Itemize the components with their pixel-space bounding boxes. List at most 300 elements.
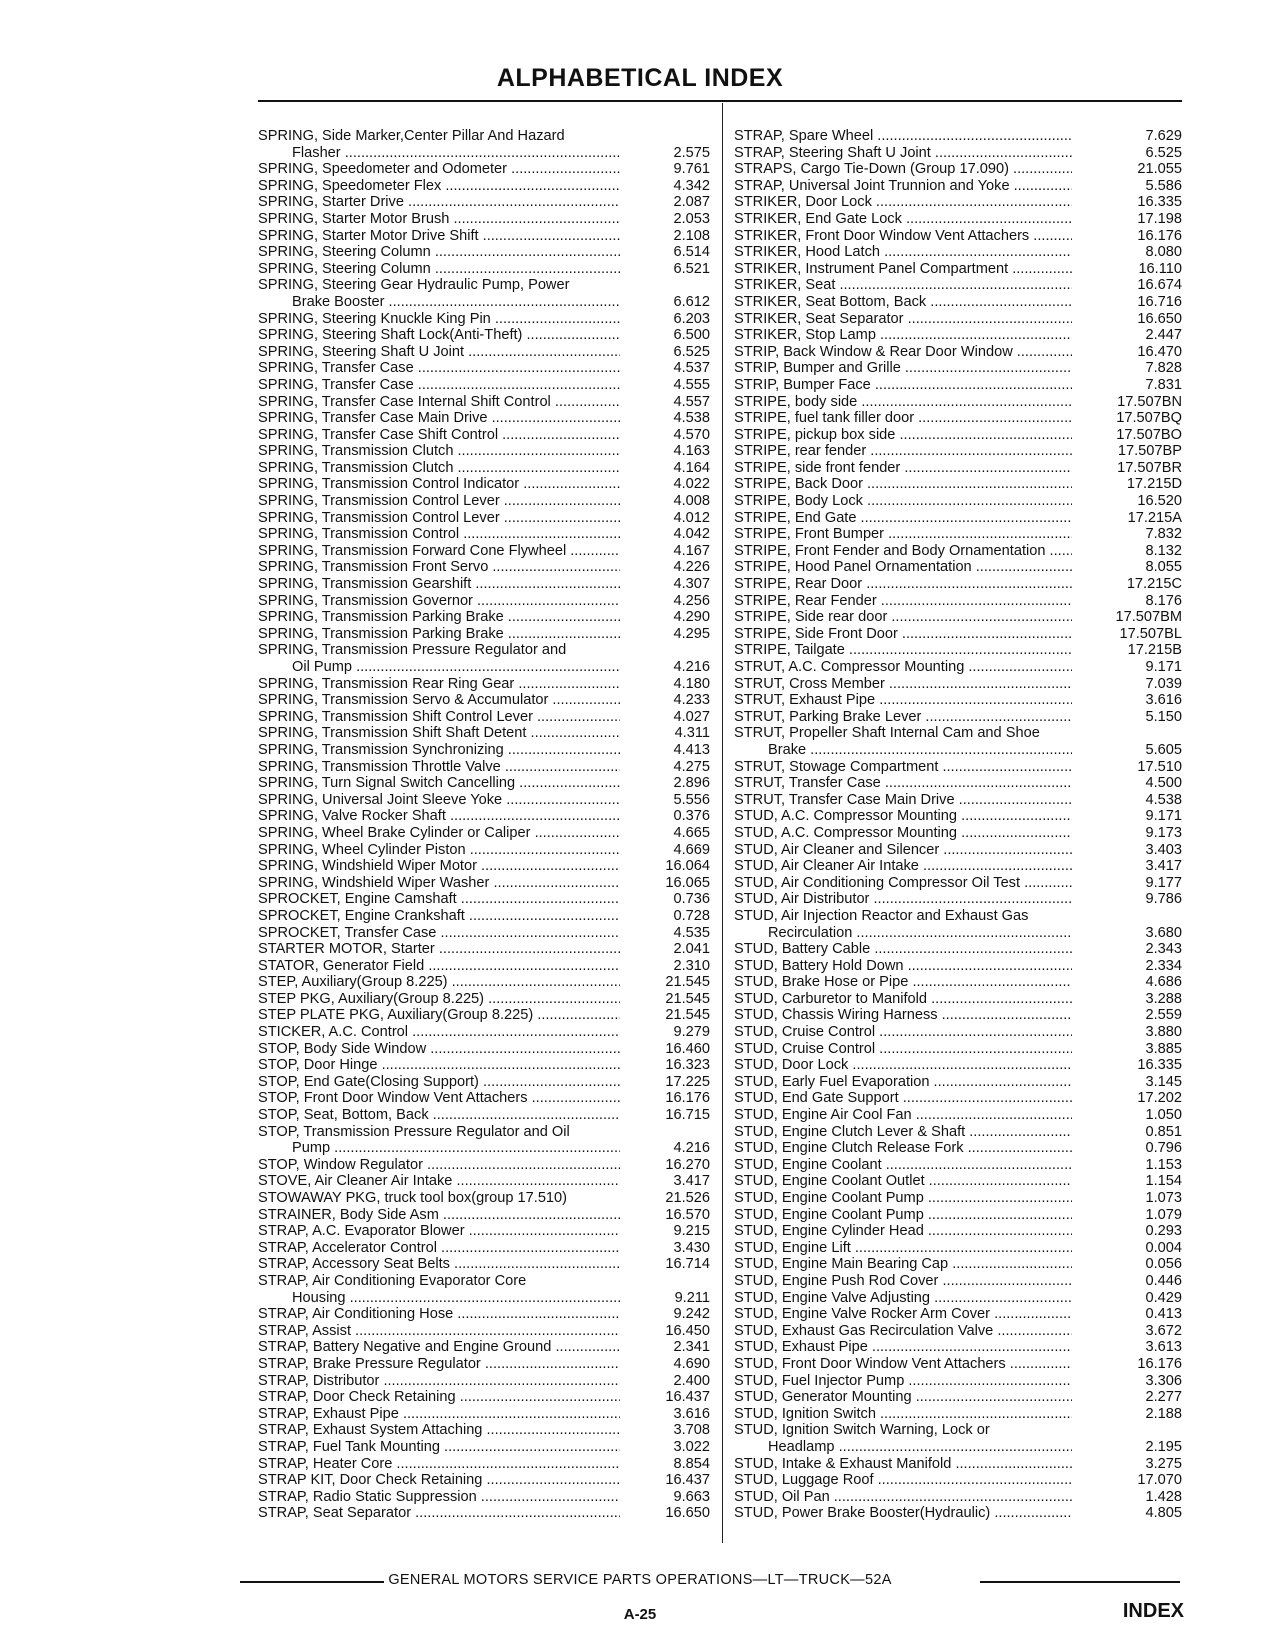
entry-label: STRAP, Air Conditioning Evaporator Core bbox=[258, 1272, 527, 1289]
index-entry bbox=[734, 360, 1182, 377]
entry-page-ref: 17.507BP bbox=[1117, 443, 1182, 460]
entry-page-ref: 17.215A bbox=[1127, 509, 1182, 526]
entry-page-ref: 4.537 bbox=[673, 360, 710, 377]
entry-page-ref: 16.110 bbox=[1138, 260, 1182, 277]
index-entry bbox=[734, 891, 1182, 908]
entry-page-ref: 4.805 bbox=[1145, 1505, 1182, 1522]
entry-label: STRAP, Accelerator Control ..... bbox=[258, 1240, 620, 1257]
entry-page-ref: 5.605 bbox=[1145, 741, 1182, 758]
index-entry bbox=[258, 825, 716, 842]
index-entry bbox=[734, 941, 1182, 958]
entry-page-ref: 4.042 bbox=[673, 526, 710, 543]
entry-page-ref: 16.176 bbox=[1137, 1355, 1182, 1372]
entry-label: STRIPE, side front fender ..... bbox=[734, 460, 1072, 477]
entry-page-ref: 17.215D bbox=[1126, 476, 1182, 493]
entry-page-ref: 4.233 bbox=[673, 692, 710, 709]
entry-label: STRIKER, Instrument Panel Compartment ..... bbox=[734, 261, 1072, 278]
entry-label: STRIKER, Seat Bottom, Back ..... bbox=[734, 294, 1072, 311]
entry-label: Flasher ..... bbox=[292, 145, 620, 162]
entry-page-ref: 9.215 bbox=[673, 1223, 710, 1240]
entry-label: STRAP, Heater Core ..... bbox=[258, 1456, 620, 1473]
entry-label: STRAP, Distributor ..... bbox=[258, 1373, 620, 1390]
entry-page-ref: 2.108 bbox=[673, 227, 710, 244]
entry-page-ref: 9.173 bbox=[1145, 824, 1182, 841]
index-entry bbox=[734, 526, 1182, 543]
index-entry bbox=[734, 991, 1182, 1008]
index-entry bbox=[734, 1256, 1182, 1273]
index-entry bbox=[734, 1422, 1182, 1439]
index-entry bbox=[258, 1339, 716, 1356]
index-entry bbox=[734, 759, 1182, 776]
entry-label: STOP, Window Regulator ..... bbox=[258, 1157, 620, 1174]
entry-label: STUD, Engine Valve Adjusting ..... bbox=[734, 1290, 1072, 1307]
index-entry bbox=[734, 692, 1182, 709]
index-entry bbox=[258, 410, 716, 427]
page-number: A-25 bbox=[623, 1606, 657, 1623]
index-entry bbox=[258, 360, 716, 377]
entry-page-ref: 1.428 bbox=[1145, 1488, 1182, 1505]
entry-label: SPRING, Transmission Shift Control Lever ..... bbox=[258, 709, 620, 726]
index-entry bbox=[734, 1207, 1182, 1224]
entry-label: STUD, Exhaust Pipe ..... bbox=[734, 1339, 1072, 1356]
index-entry bbox=[258, 1389, 716, 1406]
index-entry bbox=[258, 1124, 716, 1141]
entry-page-ref: 2.400 bbox=[673, 1372, 710, 1389]
entry-page-ref: 6.500 bbox=[673, 327, 710, 344]
entry-label: SPRING, Speedometer Flex ..... bbox=[258, 178, 620, 195]
entry-page-ref: 9.242 bbox=[673, 1306, 710, 1323]
entry-label: STRUT, Exhaust Pipe ..... bbox=[734, 692, 1072, 709]
index-entry bbox=[258, 692, 716, 709]
entry-page-ref: 9.279 bbox=[673, 1024, 710, 1041]
index-entry bbox=[258, 1207, 716, 1224]
index-entry bbox=[734, 1173, 1182, 1190]
index-entry bbox=[734, 593, 1182, 610]
entry-label: STUD, A.C. Compressor Mounting ..... bbox=[734, 825, 1072, 842]
entry-label: SPRING, Steering Knuckle King Pin ..... bbox=[258, 311, 620, 328]
entry-page-ref: 17.215B bbox=[1127, 642, 1182, 659]
entry-label: Pump ..... bbox=[292, 1140, 620, 1157]
entry-label: Headlamp ..... bbox=[768, 1439, 1072, 1456]
entry-label: SPRING, Transmission Governor ..... bbox=[258, 593, 620, 610]
index-entry bbox=[734, 1024, 1182, 1041]
index-entry bbox=[258, 277, 716, 294]
entry-label: STRAP KIT, Door Check Retaining ..... bbox=[258, 1472, 620, 1489]
index-entry bbox=[734, 576, 1182, 593]
index-entry bbox=[258, 1489, 716, 1506]
entry-label: STUD, Engine Valve Rocker Arm Cover ..... bbox=[734, 1306, 1072, 1323]
entry-page-ref: 2.447 bbox=[1145, 327, 1182, 344]
entry-label: SPRING, Transmission Servo & Accumulator ..... bbox=[258, 692, 620, 709]
index-entry bbox=[734, 476, 1182, 493]
index-entry bbox=[734, 1373, 1182, 1390]
index-entry bbox=[734, 875, 1182, 892]
entry-label: SPRING, Wheel Cylinder Piston ..... bbox=[258, 842, 620, 859]
index-entry bbox=[734, 725, 1182, 742]
index-entry bbox=[734, 410, 1182, 427]
entry-page-ref: 9.786 bbox=[1145, 891, 1182, 908]
index-entry bbox=[258, 1306, 716, 1323]
entry-label: Housing ..... bbox=[292, 1290, 620, 1307]
entry-page-ref: 4.012 bbox=[673, 509, 710, 526]
entry-page-ref: 4.022 bbox=[673, 476, 710, 493]
entry-label: STRAP, Fuel Tank Mounting ..... bbox=[258, 1439, 620, 1456]
entry-page-ref: 16.650 bbox=[665, 1505, 710, 1522]
entry-label: STOWAWAY PKG, truck tool box(group 17.510) bbox=[258, 1190, 568, 1206]
entry-label: SPRING, Steering Column ..... bbox=[258, 261, 620, 278]
entry-page-ref: 4.290 bbox=[673, 609, 710, 626]
entry-label: STUD, Ignition Switch Warning, Lock or bbox=[734, 1422, 990, 1439]
entry-label: STRIPE, Front Bumper ..... bbox=[734, 526, 1072, 543]
entry-label: STRIPE, Tailgate ..... bbox=[734, 642, 1072, 659]
entry-label: SPRING, Transmission Clutch ..... bbox=[258, 460, 620, 477]
entry-page-ref: 3.145 bbox=[1145, 1073, 1182, 1090]
index-entry bbox=[258, 1290, 716, 1307]
entry-label: SPRING, Transfer Case Internal Shift Control ..... bbox=[258, 394, 620, 411]
entry-label: SPRING, Transmission Shift Shaft Detent ..... bbox=[258, 725, 620, 742]
entry-page-ref: 4.226 bbox=[673, 559, 710, 576]
index-entry bbox=[258, 609, 716, 626]
entry-page-ref: 0.429 bbox=[1145, 1289, 1182, 1306]
index-entry bbox=[734, 925, 1182, 942]
entry-page-ref: 17.507BM bbox=[1115, 609, 1182, 626]
entry-label: STOP, End Gate(Closing Support) ..... bbox=[258, 1074, 620, 1091]
entry-label: STUD, Luggage Roof ..... bbox=[734, 1472, 1072, 1489]
entry-page-ref: 9.171 bbox=[1145, 808, 1182, 825]
entry-label: STUD, Air Distributor ..... bbox=[734, 891, 1072, 908]
index-entry bbox=[734, 709, 1182, 726]
index-entry bbox=[258, 858, 716, 875]
entry-page-ref: 17.507BO bbox=[1116, 426, 1182, 443]
entry-page-ref: 3.880 bbox=[1145, 1024, 1182, 1041]
entry-label: STRIPE, pickup box side ..... bbox=[734, 427, 1072, 444]
entry-page-ref: 2.310 bbox=[673, 957, 710, 974]
entry-page-ref: 21.055 bbox=[1137, 161, 1182, 178]
entry-label: STRIKER, Hood Latch ..... bbox=[734, 244, 1072, 261]
entry-page-ref: 6.525 bbox=[1145, 144, 1182, 161]
entry-label: STRAP, Assist ..... bbox=[258, 1323, 620, 1340]
entry-label: STRUT, Cross Member ..... bbox=[734, 676, 1072, 693]
index-entry bbox=[258, 1256, 716, 1273]
entry-label: STRIKER, Seat Separator ..... bbox=[734, 311, 1072, 328]
entry-page-ref: 9.761 bbox=[673, 161, 710, 178]
index-entry bbox=[258, 775, 716, 792]
entry-label: STRAP, Exhaust Pipe ..... bbox=[258, 1406, 620, 1423]
entry-page-ref: 7.828 bbox=[1145, 360, 1182, 377]
entry-page-ref: 4.275 bbox=[673, 758, 710, 775]
entry-label: SPRING, Steering Column ..... bbox=[258, 244, 620, 261]
page-title: ALPHABETICAL INDEX bbox=[496, 64, 784, 92]
index-entry bbox=[258, 576, 716, 593]
entry-label: SPRING, Transmission Gearshift ..... bbox=[258, 576, 620, 593]
entry-page-ref: 17.507BN bbox=[1117, 393, 1182, 410]
entry-page-ref: 7.831 bbox=[1145, 376, 1182, 393]
index-entry bbox=[258, 1505, 716, 1522]
index-entry bbox=[258, 327, 716, 344]
index-entry bbox=[734, 1456, 1182, 1473]
entry-label: STRIPE, body side ..... bbox=[734, 394, 1072, 411]
index-entry bbox=[258, 493, 716, 510]
index-entry bbox=[734, 642, 1182, 659]
index-entry bbox=[258, 394, 716, 411]
index-entry bbox=[258, 1173, 716, 1190]
entry-label: STRAP, Door Check Retaining ..... bbox=[258, 1389, 620, 1406]
entry-page-ref: 21.545 bbox=[665, 1007, 710, 1024]
entry-label: SPROCKET, Transfer Case ..... bbox=[258, 925, 620, 942]
index-entry bbox=[734, 1472, 1182, 1489]
entry-label: SPRING, Universal Joint Sleeve Yoke ..... bbox=[258, 792, 620, 809]
entry-page-ref: 16.323 bbox=[665, 1057, 710, 1074]
index-entry bbox=[734, 742, 1182, 759]
entry-label: SPRING, Turn Signal Switch Cancelling ..... bbox=[258, 775, 620, 792]
index-entry bbox=[258, 294, 716, 311]
entry-page-ref: 2.041 bbox=[673, 941, 710, 958]
entry-label: STRIP, Bumper and Grille ..... bbox=[734, 360, 1072, 377]
entry-page-ref: 4.538 bbox=[673, 410, 710, 427]
index-entry bbox=[258, 808, 716, 825]
entry-page-ref: 17.070 bbox=[1137, 1472, 1182, 1489]
entry-page-ref: 9.171 bbox=[1145, 659, 1182, 675]
entry-page-ref: 6.514 bbox=[673, 244, 710, 261]
index-entry bbox=[734, 1090, 1182, 1107]
entry-label: STUD, A.C. Compressor Mounting ..... bbox=[734, 808, 1072, 825]
entry-page-ref: 7.832 bbox=[1145, 526, 1182, 543]
entry-label: STRIKER, End Gate Lock ..... bbox=[734, 211, 1072, 228]
index-entry bbox=[258, 659, 716, 676]
entry-page-ref: 16.520 bbox=[1137, 493, 1182, 510]
entry-label: STRIPE, rear fender ..... bbox=[734, 443, 1072, 460]
index-entry bbox=[734, 443, 1182, 460]
index-entry bbox=[734, 377, 1182, 394]
entry-label: STOP, Front Door Window Vent Attachers ..... bbox=[258, 1090, 620, 1107]
entry-label: SPRING, Transmission Clutch ..... bbox=[258, 443, 620, 460]
index-entry bbox=[734, 1439, 1182, 1456]
entry-label: SPRING, Transfer Case ..... bbox=[258, 377, 620, 394]
entry-label: STRIKER, Seat ..... bbox=[734, 277, 1072, 294]
entry-page-ref: 0.376 bbox=[673, 808, 710, 825]
entry-label: STRAP, Exhaust System Attaching ..... bbox=[258, 1422, 620, 1439]
entry-page-ref: 2.343 bbox=[1145, 941, 1182, 958]
index-entry bbox=[734, 344, 1182, 361]
index-entry bbox=[258, 626, 716, 643]
entry-label: STOVE, Air Cleaner Air Intake ..... bbox=[258, 1173, 620, 1190]
entry-page-ref: 3.306 bbox=[1145, 1372, 1182, 1389]
index-entry bbox=[258, 958, 716, 975]
entry-page-ref: 2.341 bbox=[673, 1339, 710, 1356]
entry-label: Recirculation ..... bbox=[768, 925, 1072, 942]
entry-page-ref: 0.736 bbox=[673, 891, 710, 908]
index-entry bbox=[734, 261, 1182, 278]
index-entry bbox=[258, 792, 716, 809]
index-entry bbox=[258, 676, 716, 693]
entry-label: STUD, End Gate Support ..... bbox=[734, 1090, 1072, 1107]
entry-page-ref: 0.851 bbox=[1145, 1123, 1182, 1140]
index-entry bbox=[734, 676, 1182, 693]
entry-label: STUD, Oil Pan ..... bbox=[734, 1489, 1072, 1506]
index-entry bbox=[258, 1090, 716, 1107]
entry-label: STUD, Brake Hose or Pipe ..... bbox=[734, 974, 1072, 991]
entry-page-ref: 2.087 bbox=[673, 194, 710, 211]
entry-page-ref: 1.073 bbox=[1145, 1190, 1182, 1206]
entry-page-ref: 16.674 bbox=[1137, 277, 1182, 294]
index-entry bbox=[734, 1140, 1182, 1157]
index-entry bbox=[258, 427, 716, 444]
entry-label: SPRING, Transmission Control ..... bbox=[258, 526, 620, 543]
index-entry bbox=[258, 311, 716, 328]
index-entry bbox=[734, 1273, 1182, 1290]
entry-label: Brake Booster ..... bbox=[292, 294, 620, 311]
entry-label: STOP, Door Hinge ..... bbox=[258, 1057, 620, 1074]
entry-page-ref: 16.450 bbox=[665, 1322, 710, 1339]
index-column-left bbox=[258, 128, 716, 1522]
entry-label: SPRING, Side Marker,Center Pillar And Hazard bbox=[258, 128, 565, 144]
index-entry bbox=[258, 842, 716, 859]
index-entry bbox=[258, 1074, 716, 1091]
index-entry bbox=[734, 128, 1182, 145]
entry-page-ref: 4.307 bbox=[673, 576, 710, 593]
entry-page-ref: 3.430 bbox=[673, 1239, 710, 1256]
entry-label: STRIPE, Rear Fender ..... bbox=[734, 593, 1072, 610]
entry-page-ref: 2.896 bbox=[673, 775, 710, 792]
entry-label: STRIP, Back Window & Rear Door Window ..... bbox=[734, 344, 1072, 361]
index-entry bbox=[734, 1406, 1182, 1423]
entry-page-ref: 4.570 bbox=[673, 426, 710, 443]
entry-label: STOP, Seat, Bottom, Back ..... bbox=[258, 1107, 620, 1124]
entry-page-ref: 21.526 bbox=[665, 1190, 710, 1206]
index-entry bbox=[734, 294, 1182, 311]
index-entry bbox=[258, 1041, 716, 1058]
entry-page-ref: 17.510 bbox=[1137, 758, 1182, 775]
entry-page-ref: 6.525 bbox=[673, 343, 710, 360]
entry-label: STRIPE, Side Front Door ..... bbox=[734, 626, 1072, 643]
entry-label: STRAP, Seat Separator ..... bbox=[258, 1505, 620, 1522]
index-entry bbox=[734, 228, 1182, 245]
index-entry bbox=[734, 792, 1182, 809]
index-entry bbox=[258, 1240, 716, 1257]
entry-label: STUD, Fuel Injector Pump ..... bbox=[734, 1373, 1072, 1390]
index-entry bbox=[734, 145, 1182, 162]
index-entry bbox=[734, 1007, 1182, 1024]
entry-page-ref: 4.690 bbox=[673, 1355, 710, 1372]
entry-page-ref: 16.570 bbox=[665, 1206, 710, 1223]
index-entry bbox=[734, 1157, 1182, 1174]
section-label: INDEX bbox=[1122, 1600, 1184, 1622]
entry-page-ref: 8.055 bbox=[1145, 559, 1182, 576]
index-entry bbox=[734, 178, 1182, 195]
entry-page-ref: 16.650 bbox=[1137, 310, 1182, 327]
index-entry bbox=[258, 709, 716, 726]
entry-label: STRIKER, Stop Lamp ..... bbox=[734, 327, 1072, 344]
entry-label: STUD, Engine Coolant Pump ..... bbox=[734, 1190, 1072, 1207]
entry-page-ref: 3.616 bbox=[1145, 692, 1182, 709]
index-entry bbox=[258, 991, 716, 1008]
entry-page-ref: 3.403 bbox=[1145, 841, 1182, 858]
entry-page-ref: 3.417 bbox=[673, 1173, 710, 1190]
entry-label: STRAP, A.C. Evaporator Blower ..... bbox=[258, 1223, 620, 1240]
index-entry bbox=[258, 1024, 716, 1041]
entry-page-ref: 2.053 bbox=[673, 210, 710, 227]
index-entry bbox=[258, 1107, 716, 1124]
index-entry bbox=[258, 875, 716, 892]
entry-page-ref: 4.164 bbox=[673, 459, 710, 476]
entry-label: SPRING, Starter Motor Brush ..... bbox=[258, 211, 620, 228]
entry-label: STUD, Cruise Control ..... bbox=[734, 1041, 1072, 1058]
entry-page-ref: 5.586 bbox=[1145, 177, 1182, 194]
index-entry bbox=[734, 277, 1182, 294]
entry-label: STUD, Engine Coolant ..... bbox=[734, 1157, 1072, 1174]
index-entry bbox=[734, 394, 1182, 411]
index-entry bbox=[258, 194, 716, 211]
entry-page-ref: 16.065 bbox=[665, 874, 710, 891]
entry-page-ref: 2.575 bbox=[673, 144, 710, 161]
entry-label: SPROCKET, Engine Camshaft ..... bbox=[258, 891, 620, 908]
entry-label: STRIPE, Side rear door ..... bbox=[734, 609, 1072, 626]
entry-label: STICKER, A.C. Control ..... bbox=[258, 1024, 620, 1041]
entry-label: SPRING, Windshield Wiper Washer ..... bbox=[258, 875, 620, 892]
index-entry bbox=[258, 908, 716, 925]
entry-page-ref: 17.225 bbox=[665, 1073, 710, 1090]
entry-label: STUD, Air Cleaner Air Intake ..... bbox=[734, 858, 1072, 875]
entry-label: STUD, Engine Coolant Pump ..... bbox=[734, 1207, 1072, 1224]
entry-page-ref: 2.195 bbox=[1145, 1438, 1182, 1455]
entry-page-ref: 17.507BR bbox=[1117, 459, 1182, 476]
entry-page-ref: 3.616 bbox=[673, 1405, 710, 1422]
entry-page-ref: 6.521 bbox=[673, 260, 710, 277]
index-entry bbox=[258, 1223, 716, 1240]
entry-label: SPRING, Transfer Case ..... bbox=[258, 360, 620, 377]
entry-label: STRIP, Bumper Face ..... bbox=[734, 377, 1072, 394]
entry-label: STRAP, Brake Pressure Regulator ..... bbox=[258, 1356, 620, 1373]
index-entry bbox=[258, 460, 716, 477]
entry-page-ref: 8.854 bbox=[673, 1455, 710, 1472]
entry-label: SPRING, Steering Gear Hydraulic Pump, Power bbox=[258, 277, 570, 294]
entry-label: SPRING, Transfer Case Main Drive ..... bbox=[258, 410, 620, 427]
entry-label: SPRING, Transmission Front Servo ..... bbox=[258, 559, 620, 576]
entry-page-ref: 9.663 bbox=[673, 1488, 710, 1505]
entry-label: STUD, Engine Air Cool Fan ..... bbox=[734, 1107, 1072, 1124]
entry-page-ref: 3.680 bbox=[1145, 924, 1182, 941]
index-entry bbox=[258, 161, 716, 178]
index-entry bbox=[258, 559, 716, 576]
index-entry bbox=[258, 178, 716, 195]
entry-page-ref: 4.027 bbox=[673, 708, 710, 725]
index-entry bbox=[734, 244, 1182, 261]
entry-page-ref: 2.559 bbox=[1145, 1007, 1182, 1024]
index-entry bbox=[734, 858, 1182, 875]
entry-label: Oil Pump ..... bbox=[292, 659, 620, 676]
entry-label: SPRING, Windshield Wiper Motor ..... bbox=[258, 858, 620, 875]
index-entry bbox=[258, 642, 716, 659]
entry-label: SPRING, Transmission Control Lever ..... bbox=[258, 493, 620, 510]
entry-page-ref: 4.665 bbox=[673, 824, 710, 841]
column-divider bbox=[722, 103, 723, 1543]
index-entry bbox=[734, 1190, 1182, 1207]
index-entry bbox=[258, 526, 716, 543]
entry-label: STUD, Intake & Exhaust Manifold ..... bbox=[734, 1456, 1072, 1473]
entry-label: STRIPE, Front Fender and Body Ornamentation ..... bbox=[734, 543, 1072, 560]
entry-page-ref: 7.629 bbox=[1145, 128, 1182, 144]
entry-page-ref: 16.064 bbox=[665, 858, 710, 875]
entry-page-ref: 3.672 bbox=[1145, 1322, 1182, 1339]
entry-label: STUD, Chassis Wiring Harness ..... bbox=[734, 1007, 1072, 1024]
entry-page-ref: 0.796 bbox=[1145, 1140, 1182, 1157]
entry-page-ref: 3.885 bbox=[1145, 1040, 1182, 1057]
index-entry bbox=[258, 1406, 716, 1423]
entry-page-ref: 4.538 bbox=[1145, 791, 1182, 808]
index-entry bbox=[258, 1422, 716, 1439]
index-entry bbox=[258, 1273, 716, 1290]
entry-label: STUD, Power Brake Booster(Hydraulic) ..... bbox=[734, 1505, 1072, 1522]
